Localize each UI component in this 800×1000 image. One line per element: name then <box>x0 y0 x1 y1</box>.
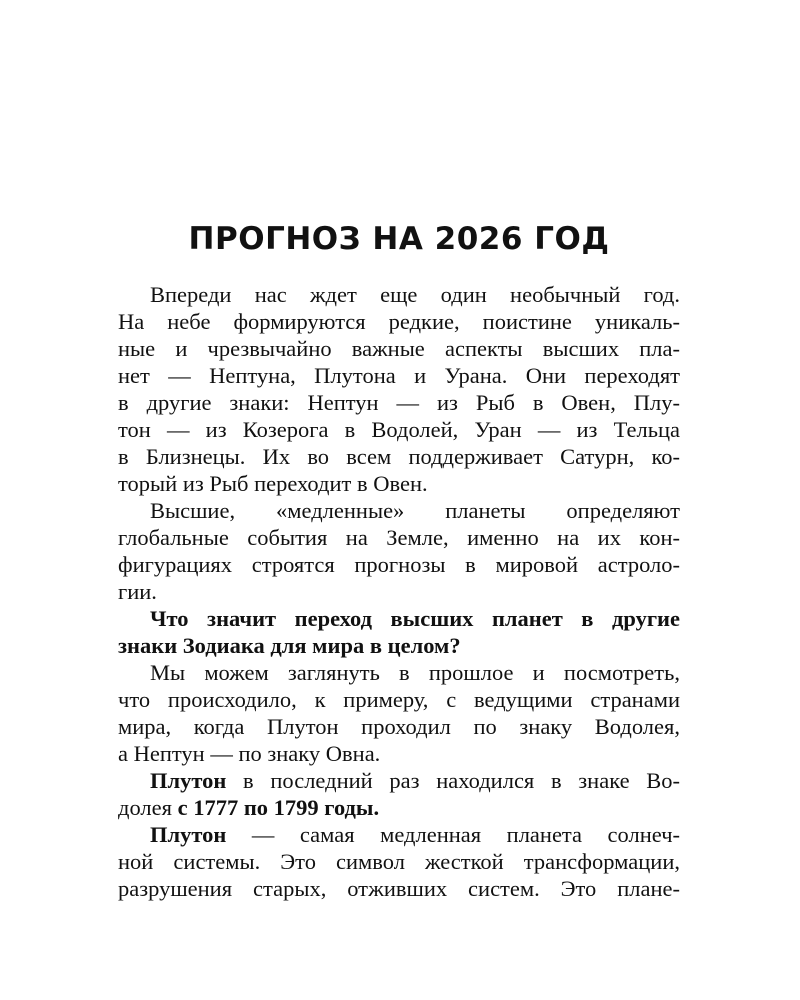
paragraph-slow-planets <box>118 497 680 605</box>
text-fragment: — самая медленная планета солнеч- <box>226 822 680 847</box>
text-line: что происходило, к примеру, с ведущими странами <box>118 687 680 712</box>
text-line: Что значит переход высших планет в другие <box>150 606 680 631</box>
bold-dates: с 1777 по 1799 годы. <box>177 795 380 820</box>
text-line: знаки Зодиака для мира в целом? <box>118 633 461 658</box>
bold-term: Плутон <box>150 768 227 793</box>
text-line: в Близнецы. Их во всем поддерживает Сатурн, ко- <box>118 444 680 469</box>
paragraph-past <box>118 659 680 767</box>
book-page <box>118 0 680 1000</box>
question-heading <box>118 605 680 659</box>
text-line: глобальные события на Земле, именно на их кон- <box>118 525 680 550</box>
text-line: разрушения старых, отживших систем. Это плане- <box>118 876 680 901</box>
paragraph-intro <box>118 281 680 497</box>
text-line: фигурациях строятся прогнозы в мировой астроло- <box>118 552 680 577</box>
text-line: торый из Рыб переходит в Овен. <box>118 471 428 496</box>
body-text <box>118 281 680 902</box>
text-line: нет — Нептуна, Плутона и Урана. Они переходят <box>118 363 680 388</box>
text-line: Высшие, «медленные» планеты определяют <box>150 498 680 523</box>
text-line: ной системы. Это символ жесткой трансформации, <box>118 849 680 874</box>
text-line: На небе формируются редкие, поистине уникаль- <box>118 309 680 334</box>
page-title: ПРОГНОЗ НА 2026 ГОД <box>188 221 610 257</box>
text-line <box>118 767 680 794</box>
text-fragment: долея <box>118 795 178 820</box>
bold-term: Плутон <box>150 822 227 847</box>
text-line: мира, когда Плутон проходил по знаку Водолея, <box>118 714 680 739</box>
text-line: тон — из Козерога в Водолей, Уран — из Тельца <box>118 417 680 442</box>
paragraph-pluto-description <box>118 821 680 902</box>
text-line: а Нептун — по знаку Овна. <box>118 741 381 766</box>
text-line: Мы можем заглянуть в прошлое и посмотреть, <box>150 660 680 685</box>
text-line <box>118 821 680 848</box>
text-line: ные и чрезвычайно важные аспекты высших пла- <box>118 336 680 361</box>
text-fragment: в последний раз находился в знаке Во- <box>226 768 680 793</box>
paragraph-pluto-aquarius <box>118 767 680 821</box>
text-line: гии. <box>118 579 157 604</box>
text-line: в другие знаки: Нептун — из Рыб в Овен, Плу- <box>118 390 680 415</box>
text-line: Впереди нас ждет еще один необычный год. <box>150 282 680 307</box>
text-line <box>118 794 680 821</box>
